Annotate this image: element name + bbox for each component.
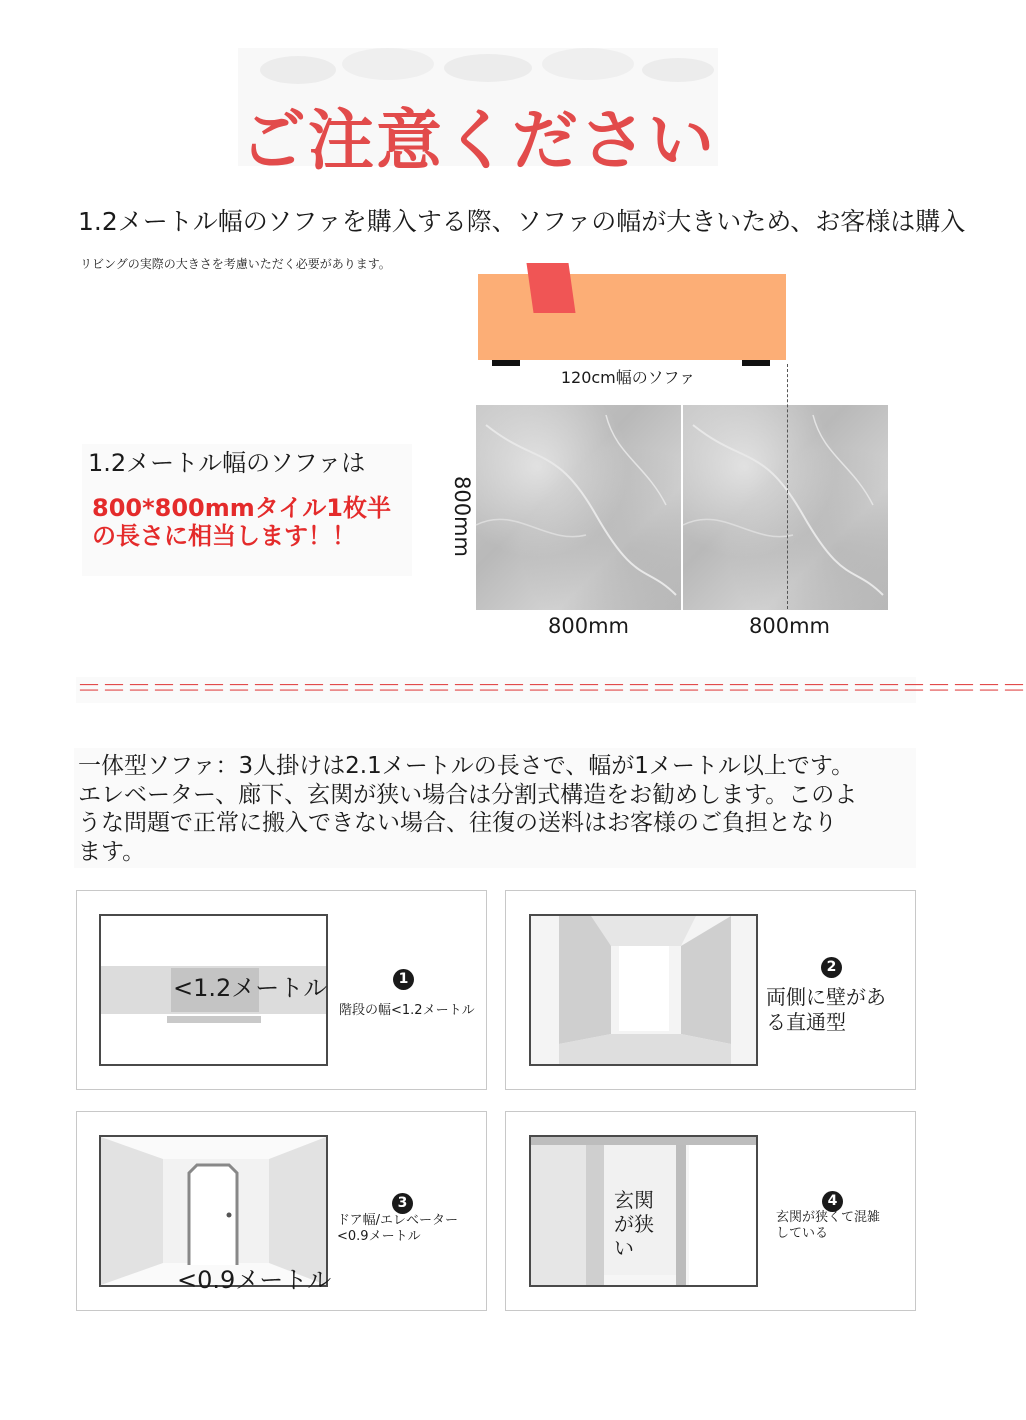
marble-tile-1 [476, 405, 681, 610]
case-caption-4: 玄関が狭くて混雑している [776, 1210, 881, 1241]
case-card-corridor [505, 890, 916, 1090]
case-number-2: 2 [821, 957, 842, 978]
entrance-overlay: 玄関が狭い [614, 1188, 654, 1260]
delivery-notice: 一体型ソファ：3人掛けは2.1メートルの長さで、幅が1メートル以上です。エレベーター、廊下、玄関が狭い場合は分割式構造をお勧めします。このような問題で正常に搬入できない場合、往復の送料はお客様のご負担となります。 [78, 753, 858, 865]
marble-veins [476, 405, 681, 610]
sofa-width-label: 120cm幅のソファ [560, 368, 696, 387]
case-number-4: 4 [822, 1191, 843, 1212]
sofa-leg-left [492, 360, 520, 366]
case-card-entrance [505, 1111, 916, 1311]
case-card-door [76, 1111, 487, 1311]
comparison-highlight: 800*800mmタイル1枚半の長さに相当します！！ [92, 494, 391, 550]
case-caption-2: 両側に壁がある直通型 [766, 985, 886, 1034]
sofa-leg-right [742, 360, 770, 366]
title-banner [238, 48, 718, 179]
stairs-width-overlay: <1.2メートル [173, 974, 328, 1002]
page-title: ご注意ください [240, 102, 716, 179]
case-number-3: 3 [392, 1193, 413, 1214]
corridor-illustration [529, 914, 758, 1066]
intro-note: リビングの実際の大きさを考慮いただく必要があります。 [80, 257, 391, 271]
sofa-illustration [478, 274, 786, 360]
marble-tile-2 [683, 405, 888, 610]
sofa-width-guide-line [787, 364, 788, 609]
door-width-overlay: <0.9メートル [177, 1266, 332, 1294]
comparison-title: 1.2メートル幅のソファは [88, 449, 366, 477]
cloud-decoration [238, 48, 718, 78]
case-caption-3: ドア幅/エレベーター<0.9メートル [337, 1213, 458, 1244]
section-divider: ＝＝＝＝＝＝＝＝＝＝＝＝＝＝＝＝＝＝＝＝＝＝＝＝＝＝＝＝＝＝＝＝＝＝＝＝＝＝ [76, 674, 1026, 704]
corridor-walls [531, 916, 756, 1064]
tile-height-label: 800mm [450, 476, 474, 557]
marble-veins [683, 405, 888, 610]
room-walls [101, 1137, 326, 1285]
case-number-1: 1 [393, 969, 414, 990]
tile-width-label-1: 800mm [548, 614, 629, 638]
tile-width-label-2: 800mm [749, 614, 830, 638]
intro-headline: 1.2メートル幅のソファを購入する際、ソファの幅が大きいため、お客様は購入 [78, 207, 966, 236]
sofa-backrest [526, 263, 575, 313]
case-card-stairs [76, 890, 487, 1090]
case-caption-1: 階段の幅<1.2メートル [339, 1003, 475, 1018]
